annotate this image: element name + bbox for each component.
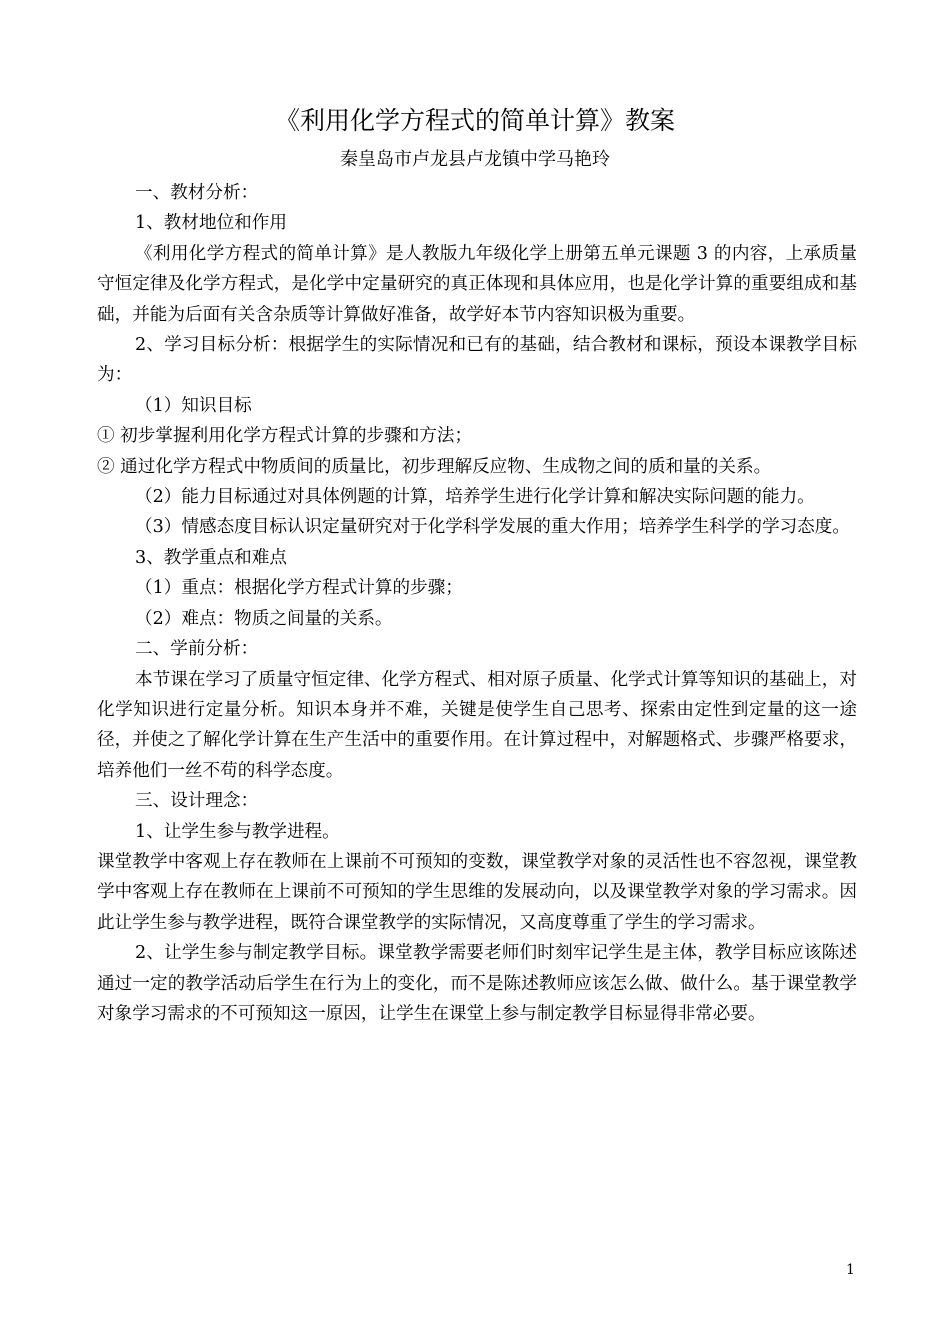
body-paragraph: 2、让学生参与制定教学目标。课堂教学需要老师们时刻牢记学生是主体，教学目标应该陈述通过一定的教学活动后学生在行为上的变化，而不是陈述教师应该怎么做、做什么。基于课堂教学对象学习需求的不可预知这一原因，让学生在课堂上参与制定教学目标显得非常必要。 [97,943,857,1024]
body-paragraph: 2、学习目标分析：根据学生的实际情况和已有的基础，结合教材和课标，预设本课教学目标为： [97,335,857,386]
document-author: 秦皇岛市卢龙县卢龙镇中学马艳玲 [340,149,610,170]
body-paragraph: 课堂教学中客观上存在教师在上课前不可预知的变数，课堂教学对象的灵活性也不容忽视，课堂教学中客观上存在教师在上课前不可预知的学生思维的发展动向，以及课堂教学对象的学习需求。因此让学生参与教学进程，既符合课堂教学的实际情况，又高度尊重了学生的学习需求。 [97,851,857,933]
subsection-heading: 3、教学重点和难点 [135,547,287,568]
document-title: 《利用化学方程式的简单计算》教案 [274,106,675,135]
body-paragraph: （2）能力目标通过对具体例题的计算，培养学生进行化学计算和解决实际问题的能力。 [135,487,815,508]
document-body [97,178,857,1029]
section-heading: 一、教材分析： [135,183,259,203]
body-paragraph: 本节课在学习了质量守恒定律、化学方程式、相对原子质量、化学式计算等知识的基础上，对化学知识进行定量分析。知识本身并不难，关键是使学生自己思考、探索由定性到定量的这一途径，并使之了解化学计算在生产生活中的重要作用。在计算过程中，对解题格式、步骤严格要求，培养他们一丝不苟的科学态度。 [97,669,857,781]
page-number: 1 [846,1262,855,1278]
list-item: ② 通过化学方程式中物质间的质量比，初步理解反应物、生成物之间的质和量的关系。 [97,456,772,477]
list-item: （2）难点：物质之间量的关系。 [135,608,393,629]
subsection-heading: 1、教材地位和作用 [135,213,287,234]
list-heading: （1）知识目标 [135,395,252,416]
list-item: ① 初步掌握利用化学方程式计算的步骤和方法； [97,426,473,447]
body-paragraph: 《利用化学方程式的简单计算》是人教版九年级化学上册第五单元课题 3 的内容，上承质量守恒定律及化学方程式，是化学中定量研究的真正体现和具体应用，也是化学计算的重要组成和基础，并能为后面有关含杂质等计算做好准备，故学好本节内容知识极为重要。 [97,243,857,325]
section-heading: 三、设计理念： [135,791,259,812]
subsection-heading: 1、让学生参与教学进程。 [135,821,340,842]
section-heading: 二、学前分析： [135,639,259,660]
body-paragraph: （3）情感态度目标认识定量研究对于化学科学发展的重大作用；培养学生科学的学习态度。 [135,517,850,538]
list-item: （1）重点：根据化学方程式计算的步骤； [135,578,463,599]
